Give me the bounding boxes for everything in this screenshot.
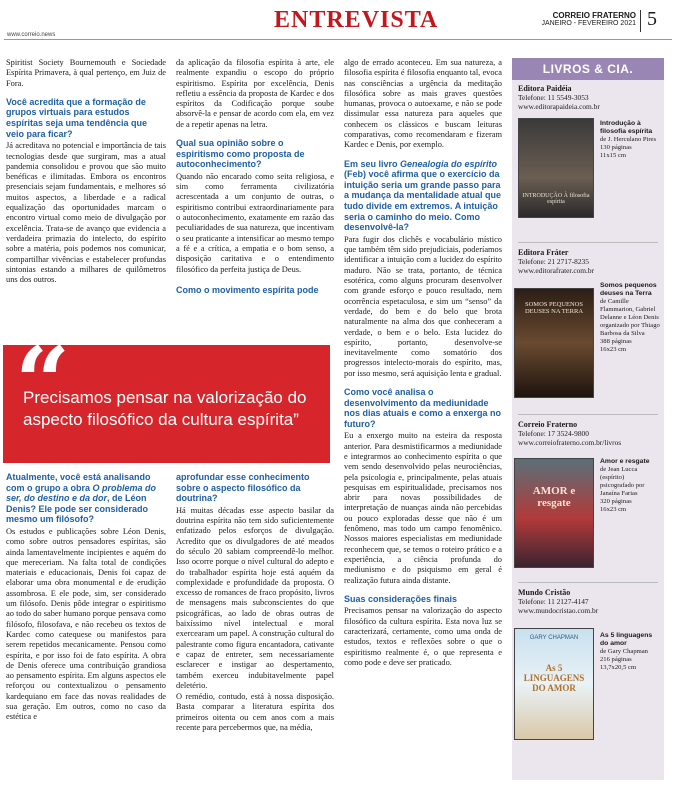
- cover-title: SOMOS PEQUENOS DEUSES NA TERRA: [524, 301, 584, 315]
- publisher-phone: Telefone: 11 5549-3053: [518, 93, 589, 102]
- publication-name: CORREIO FRATERNO: [552, 11, 636, 20]
- book-detail: 320 páginas: [600, 498, 632, 505]
- page-header: [0, 0, 676, 38]
- publisher-divider: [518, 242, 658, 243]
- publisher-block: [518, 588, 598, 615]
- book-info: [600, 632, 660, 672]
- publisher-phone: Telefone: 17 3524-9800: [518, 429, 589, 438]
- section-title: ENTREVISTA: [274, 7, 439, 33]
- book-detail: Janaína Farias: [600, 490, 638, 497]
- paragraph: O remédio, contudo, está à nossa disposição. Basta comparar a literatura espírita dos primeiros oitenta ou cem anos com a mais recente para percebermos que, na média,: [176, 692, 334, 733]
- header-rule: [4, 39, 672, 40]
- question-heading: Suas considerações finais: [344, 593, 458, 604]
- question-text: Em seu livro: [344, 158, 401, 169]
- publisher-phone: Telefone: 21 2717-8235: [518, 257, 589, 266]
- publisher-site[interactable]: www.mundocristao.com.br: [518, 606, 599, 615]
- paragraph: Precisamos pensar na valorização do aspecto filosófico da cultura espírita. Esta nova luz se caracterizará, certamente, como uma onda de estudos, textos e reflexões sobre o que o espiritismo realmente é, o que representa e como pode e deve ser praticado.: [344, 606, 502, 667]
- book-title-italic: Genealogia do espírito: [400, 158, 498, 169]
- column-1-top: [6, 58, 166, 286]
- column-3: [344, 58, 502, 669]
- book-detail: 388 páginas: [600, 338, 632, 345]
- book-title: Amor e resgate: [600, 458, 650, 465]
- publisher-divider: [518, 414, 658, 415]
- column-2-top: [176, 58, 334, 297]
- paragraph: Já acreditava no potencial e importância de tais tecnologias desde que surgiram, mas a atual pandemia consolidou e provou que são muito benéficas e ilimitadas. Embora os encontros presenciais sejam fundamentais, e melhores só muitos aspectos, a liberdade e a radical equalização das oportunidades marcam o encontro virtual como meio de divulgação por excelência. Trata-se de avanço que evidencia a verdadeira primazia do intelecto, do espírito sobre a matéria, pois podemos nos comunicar, compartilhar vivências e estabelecer profundas sintonias estando a milhares de quilômetros uns dos outros.: [6, 141, 166, 285]
- publisher-block: [518, 84, 600, 111]
- column-1-bottom: [6, 470, 166, 724]
- paragraph: da aplicação da filosofia espírita à arte, ele realmente expandiu o escopo do próprio espiritismo. Espírita por excelência, Denis refletiu a essência da proposta de Kardec e dos espíritos da Codificação porque soube absorvê-la e pensar de acordo com ela, em vez de a repetir apenas na letra.: [176, 58, 334, 129]
- publisher-site[interactable]: www.editorapaideia.com.br: [518, 102, 600, 111]
- book-title: Introdução à filosofia espírita: [600, 120, 653, 135]
- question-heading: Você acredita que a formação de grupos virtuais para estudos espíritas seja uma tendência que veio para ficar?: [6, 96, 148, 139]
- publisher-block: [518, 420, 621, 447]
- pull-quote: [3, 326, 330, 463]
- book-cover: [518, 118, 594, 218]
- paragraph: Há muitas décadas esse aspecto basilar da doutrina espírita não tem sido suficientemente enfatizado pelos esforços de divulgação. Acredito que os divulgadores de até meados do século 20 sabiam compreendê-lo melhor. Isso ocorre porque o nível cultural do adepto e do trabalhador espírita hoje está aquém da complexidade e profundidade da proposta. O excesso de romances de fraco propósito, livros de mensagens mais subconscientes do que psicográficas, ao lado de obras outras de baixíssimo nível intelectual e moral exercearam um papel. A construção cultural do palestrante como figura encantadora, cativante e capaz de entreter, sem necessariamente esclarecer e instigar ao despertamento, também exerceu indubitavelmente papel deletério.: [176, 505, 334, 690]
- paragraph: Eu a enxergo muito na esteira da resposta anterior. Para desmistificarmos a mediunidade e integrarmos ao conhecimento espírita o que vem sendo desenvolvido pelas neurociências, pela psicologia e, principalmente, pelas atuais pesquisas em espiritualidade, precisamos nos abrir para novas possibilidades de interpretação de nuanças ainda não percebidas ou pouco exploradas desse que não é um fenômeno, mas todo um campo fenomênico. Nossos maiores especialistas em mediunidade reconhecem que, se temos o roteiro prático e a experiência, a ciência profunda do mediunismo e do psiquismo em geral é realização futura ainda distante.: [344, 431, 502, 585]
- book-detail: 130 páginas: [600, 144, 632, 151]
- book-info: [600, 282, 660, 354]
- book-cover: [514, 628, 594, 740]
- publisher-name: Correio Fraterno: [518, 420, 578, 429]
- paragraph: algo de errado aconteceu. Em sua natureza, a filosofia espírita é filosofia enquanto tal, evoca nas consciências a urgência da meditação filosófica sobre as mais graves questões humanas, provoca o autoexame, e não se pode dissimular essa natureza para aqueles que conhecem os clássicos e buscam leituras comparativas, como recomendaram e fizeram Kardec e Denis, por exemplo.: [344, 58, 502, 150]
- header-divider: [640, 10, 641, 32]
- book-detail: de J. Herculano Pires: [600, 136, 657, 143]
- publisher-name: Editora Fráter: [518, 248, 569, 257]
- sidebar-title: LIVROS & CIA.: [542, 62, 634, 76]
- book-detail: de Camille Flammarion, Gabriel Delanne e Léon Denis: [600, 298, 659, 321]
- book-detail: de Gary Chapman: [600, 648, 648, 655]
- publisher-site[interactable]: www.correiofraterno.com.br/livros: [518, 438, 622, 447]
- cover-author: GARY CHAPMAN: [529, 635, 579, 641]
- sidebar-header: [512, 58, 664, 80]
- book-detail: organizado por Thiago Barbosa da Silva: [600, 322, 660, 337]
- book-detail: 13,7x20,5 cm: [600, 664, 637, 671]
- column-2-bottom: [176, 470, 334, 734]
- book-info: [600, 458, 660, 514]
- books-sidebar: [512, 58, 664, 780]
- page-number: 5: [647, 8, 657, 30]
- quote-mark-icon: “: [15, 326, 71, 439]
- question-text: (Feb) você afirma que o exercício da intuição seria um grande passo para a mudança da mentalidade atual que tudo divide em extremos. A intuição seria o caminho do meio. Como desenvolvê-la?: [344, 169, 502, 233]
- book-detail: 11x15 cm: [600, 152, 626, 159]
- cover-title: As 5 LINGUAGENS DO AMOR: [523, 663, 585, 693]
- cover-title: AMOR e resgate: [532, 485, 576, 509]
- publisher-site[interactable]: www.editorafrater.com.br: [518, 266, 595, 275]
- question-heading: aprofundar esse conhecimento sobre o aspecto filosófico da doutrina?: [176, 472, 310, 504]
- book-detail: 16x23 cm: [600, 506, 627, 513]
- question-heading: Qual sua opinião sobre o espiritismo como proposta de autoconhecimento?: [176, 138, 305, 170]
- publisher-name: Mundo Cristão: [518, 588, 571, 597]
- book-title: Somos pequenos deuses na Terra: [600, 282, 657, 297]
- publisher-name: Editora Paidéia: [518, 84, 572, 93]
- question-heading: [6, 472, 166, 525]
- book-title: As 5 linguagens do amor: [600, 632, 653, 647]
- issue-date: JANEIRO - FEVEREIRO 2021: [541, 20, 636, 27]
- book-detail: 216 páginas: [600, 656, 632, 663]
- publisher-phone: Telefone: 11 2127-4147: [518, 597, 589, 606]
- cover-title: INTRODUÇÃO À filosofia espírita: [522, 193, 590, 205]
- book-detail: de Jean Lucca: [600, 466, 638, 473]
- book-detail: 16x23 cm: [600, 346, 627, 353]
- question-text: , de Léon Denis? Ele pode ser considerado mesmo um filósofo?: [6, 493, 149, 525]
- question-heading: Como você analisa o desenvolvimento da mediunidade nos dias atuais e como a enxerga no futuro?: [344, 386, 502, 429]
- paragraph: Quando não encarado como seita religiosa, e sim como ferramenta civilizatória acrescentada a um conjunto de outras, o espiritismo contribui extraordinariamente para o autoconhecimento, exatamente em razão das peculiaridades de sua natureza, que incentivam o seu praticante a intensificar ao mesmo tempo a fé e a crítica, a empatia e o bom senso, a disposição caritativa e o entendimento filosófico da perfeita justiça de Deus.: [176, 171, 334, 274]
- question-heading: [344, 159, 502, 233]
- question-heading: Como o movimento espírita pode: [176, 284, 319, 295]
- question-text: Atualmente, você está analisando com o grupo a obra: [6, 472, 151, 493]
- book-detail: (espírito): [600, 474, 625, 481]
- book-info: [600, 120, 660, 160]
- pull-quote-text: Precisamos pensar na valorização do aspecto filosófico da cultura espírita”: [23, 388, 307, 429]
- paragraph: Spiritist Society Bournemouth e Sociedade Espírita Primavera, à qual pertenço, em Juiz de Fora.: [6, 58, 166, 88]
- book-cover: [514, 458, 594, 568]
- publisher-divider: [518, 582, 658, 583]
- paragraph: Para fugir dos clichês e vocabulário místico que também têm sido prejudiciais, poderíamos identificar a intuição com a lucidez do espírito maduro. Não se trata, portanto, de técnica esotérica, como alguns procuram desenvolver com grande esforço e pouco resultado, nem ocorrência espetaculosa, e sim um “senso” da verdade, do bem e do belo que brota naturalmente na alma dos que conheceram a verdade, o bem e o belo. Esta lucidez do espírito, portanto, desenvolve-se inevitavelmente como somatório dos progressos intelecto-morais do espírito, mas, por isso mesmo, será aquisição lenta e gradual.: [344, 234, 502, 378]
- book-detail: psicografado por: [600, 482, 645, 489]
- site-url[interactable]: www.correio.news: [7, 32, 56, 38]
- book-cover: [514, 288, 594, 398]
- paragraph: Os estudos e publicações sobre Léon Denis, como sobre outros pensadores espíritas, são ainda lamentavelmente incipientes e aquém do que mereceriam. Na falta total de condições materiais e educacionais, Denis foi capaz de elaborar uma obra monumental e de erudição assombrosa. E ele pode, sim, ser considerado um filósofo. Denis pôde integrar o espiritismo ao todo do saber humano porque pensava como filósofo, filosofava, e não recebeu os textos de Kardec como catequese ou manifestos para serem repetidos mecanicamente. Pensou como espírita, e por isso foi de fato espírita. A obra de Denis oferece uma contribuição grandiosa ao pensamento espírita. Em alguns aspectos ele reforçou ou contextualizou o pensamento kardequiano em face das novas realidades de sua geração. Em outros, como no caso da estética e: [6, 526, 166, 722]
- publisher-block: [518, 248, 594, 275]
- book-title-italic: O problema do ser, do destino e da dor: [6, 482, 157, 504]
